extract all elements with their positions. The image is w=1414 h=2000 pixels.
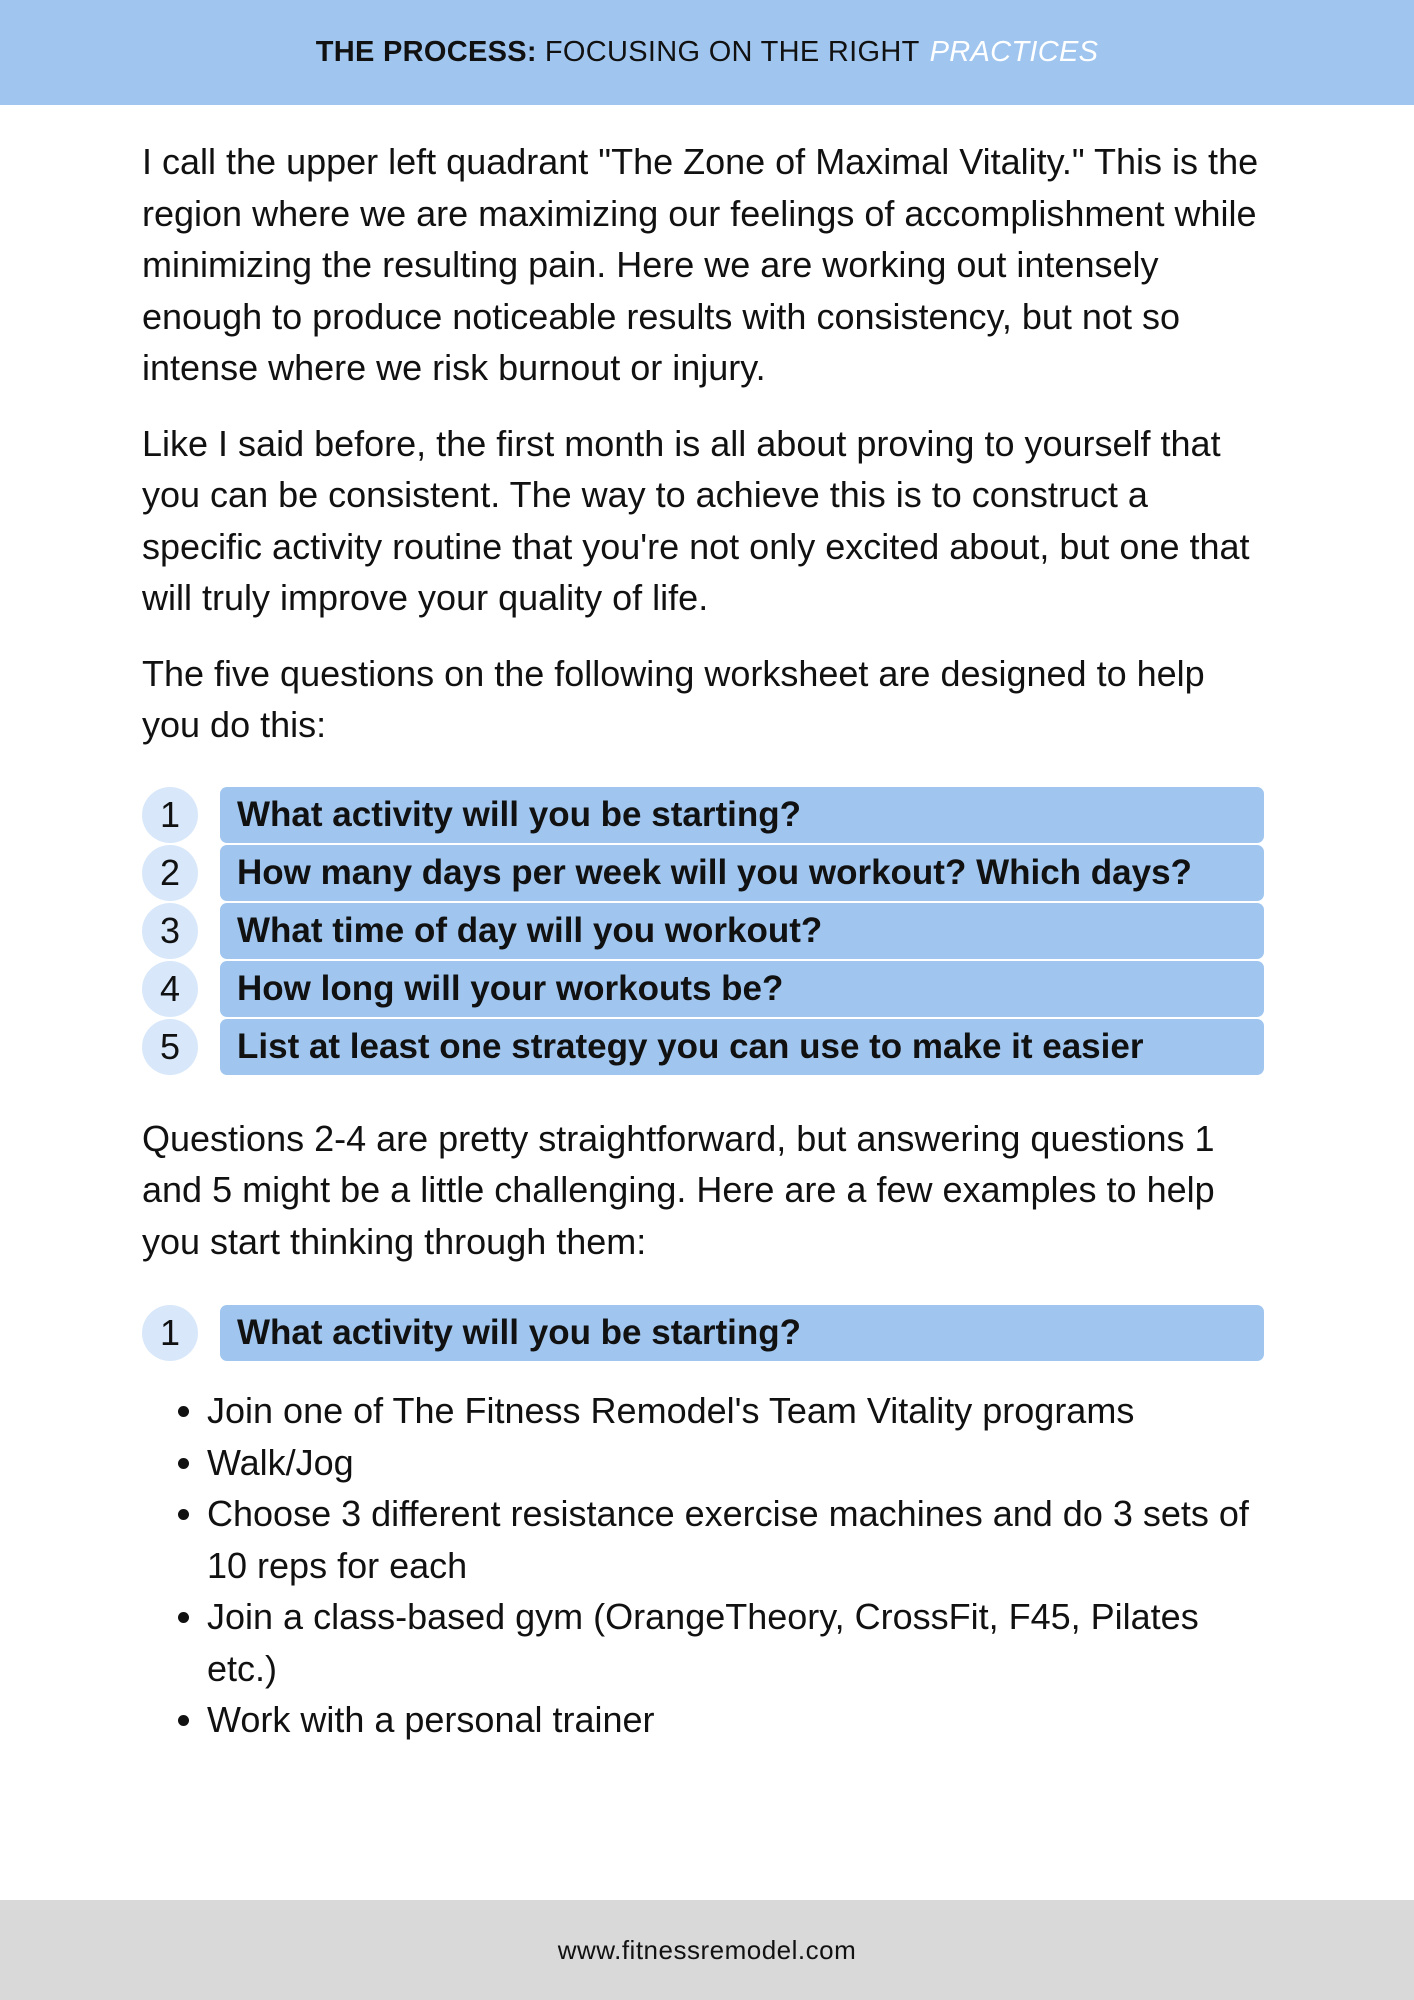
question-item <box>142 961 1268 1017</box>
intro-paragraph-1: I call the upper left quadrant "The Zone of Maximal Vitality." This is the region where we are maximizing our feelings of accomplishment while minimizing the resulting pain. Here we are working out intensely enough to produce noticeable results with consistency, but not so intense where we risk burnout or injury. <box>142 141 1259 388</box>
question-item <box>142 845 1268 901</box>
example-bullet-list <box>142 1385 1268 1746</box>
list-item: • Walk/Jog <box>207 1437 1268 1489</box>
intro-paragraph-3: The five questions on the following worksheet are designed to help you do this: <box>142 652 1205 745</box>
question-number: 4 <box>142 961 198 1017</box>
header-title-bold: THE PROCESS: <box>315 36 537 68</box>
header-title-main: FOCUSING ON THE RIGHT <box>544 36 920 68</box>
question-number: 2 <box>142 845 198 901</box>
question-text: What activity will you be starting? <box>220 787 1264 843</box>
question-text: What time of day will you workout? <box>220 903 1264 959</box>
list-item: • Choose 3 different resistance exercise machines and do 3 sets of 10 reps for each <box>207 1488 1268 1591</box>
question-number: 3 <box>142 903 198 959</box>
list-item: • Work with a personal trainer <box>207 1694 1268 1746</box>
page-header <box>0 0 1414 105</box>
question-text: How many days per week will you workout? Which days? <box>220 845 1264 901</box>
list-item: • Join a class-based gym (OrangeTheory, CrossFit, F45, Pilates etc.) <box>207 1591 1268 1694</box>
question-item <box>142 1019 1268 1075</box>
example-question <box>142 1305 1268 1361</box>
footer-url: www.fitnessremodel.com <box>557 1934 857 1965</box>
question-number: 1 <box>142 1305 198 1361</box>
header-title-accent: PRACTICES <box>929 36 1099 68</box>
question-list <box>142 787 1268 1075</box>
followup-paragraph: Questions 2-4 are pretty straightforward, but answering questions 1 and 5 might be a little challenging. Here are a few examples to help you start thinking through them: <box>142 1117 1215 1262</box>
question-number: 5 <box>142 1019 198 1075</box>
list-item: • Join one of The Fitness Remodel's Team Vitality programs <box>207 1385 1268 1437</box>
question-item <box>142 903 1268 959</box>
page-content <box>142 136 1268 1746</box>
question-text: How long will your workouts be? <box>220 961 1264 1017</box>
question-number: 1 <box>142 787 198 843</box>
question-text: List at least one strategy you can use to make it easier <box>220 1019 1264 1075</box>
question-item <box>142 787 1268 843</box>
question-text: What activity will you be starting? <box>220 1305 1264 1361</box>
page-footer <box>0 1900 1414 2000</box>
intro-paragraph-2: Like I said before, the first month is all about proving to yourself that you can be consistent. The way to achieve this is to construct a specific activity routine that you're not only excited about, but one that will truly improve your quality of life. <box>142 422 1250 618</box>
